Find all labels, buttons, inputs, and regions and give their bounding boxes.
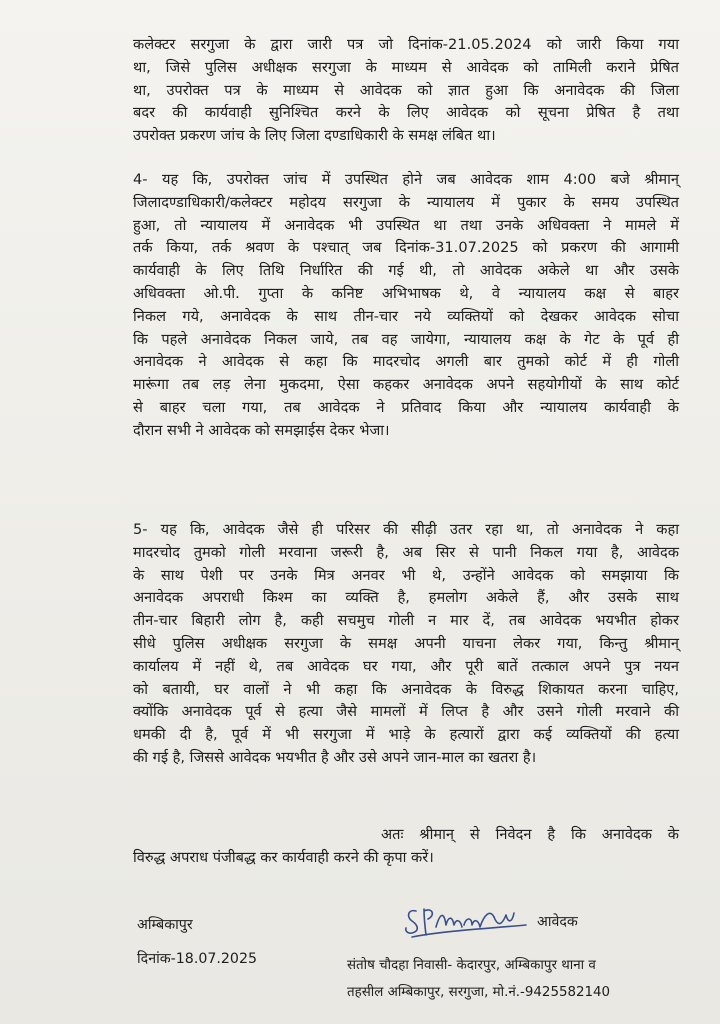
text-line: था, जिसे पुलिस अधीक्षक सरगुजा के माध्यम से आवेदक को तामिली कराने प्रेषित [133,58,679,76]
signature-image [402,897,534,943]
address-text: तहसील अम्बिकापुर, सरगुजा, मो.नं.-9425582140 [347,985,611,1000]
text-line: जिलादण्डाधिकारी/कलेक्टर महोदय सरगुजा के न्यायालय में पुकार के समय उपस्थित [133,193,679,211]
date-text: दिनांक-18.07.2025 [137,951,258,967]
text-line: विरुद्ध अपराध पंजीबद्ध कर कार्यवाही करने की कृपा करें। [133,848,434,866]
text-line: तर्क किया, तर्क श्रवण के पश्चात् जब दिनांक-31.07.2025 को प्रकरण की आगामी [133,239,679,257]
text-line: अधिवक्ता ओ.पी. गुप्ता के कनिष्ट अभिभाषक थे, वे न्यायालय कक्ष से बाहर [133,284,679,302]
text-line: अनावेदक अपराधी किश्म का व्यक्ति है, हमलोग अकेले हैं, और उसके साथ [133,589,679,607]
text-line: अनावेदक ने आवेदक से कहा कि मादरचोद अगली बार तुमको कोर्ट में ही गोली [133,353,679,371]
text-line: धमकी दी है, पूर्व में भी सरगुजा में भाड़े के हत्यारों द्वारा कई व्यक्तियों की हत्या [133,726,679,744]
text-line: बदर की कार्यवाही सुनिश्चित करने के लिए आवेदक को सूचना प्रेषित है तथा [133,104,679,122]
text-line: 4- यह कि, उपरोक्त जांच में उपस्थित होने जब आवेदक शाम 4:00 बजे श्रीमान् [133,171,679,188]
text-line: कलेक्टर सरगुजा के द्वारा जारी पत्र जो दिनांक-21.05.2024 को जारी किया गया [133,36,679,53]
text-line: की गई है, जिससे आवेदक भयभीत है और उसे अपने जान-माल का खतरा है। [133,748,537,766]
text-line: मारूंगा तब लड़ लेना मुकदमा, ऐसा कहकर अनावेदक अपने सहयोगीयों के साथ कोर्ट [133,376,679,394]
text-line: था, उपरोक्त पत्र के माध्यम से आवेदक को ज्ञात हुआ कि अनावेदक की जिला [133,81,679,99]
prayer-paragraph [133,824,679,870]
text-line: कि पहले अनावेदक निकल जाये, तब वह जायेगा, न्यायालय कक्ष के गेट के पूर्व ही [133,330,679,348]
text-line: अतः श्रीमान् से निवेदन है कि अनावेदक के [381,826,679,843]
applicant-address-line [347,982,610,1004]
text-line: कार्यालय में नहीं थे, तब आवेदक घर गया, और पूरी बातें तत्काल अपने पुत्र नयन [133,657,679,675]
text-line: कार्यवाही के लिए तिथि निर्धारित की गई थी, तो आवेदक अकेले था और उसके [133,262,679,280]
text-line: से बाहर चला गया, तब आवेदक ने प्रतिवाद किया और न्यायालय कार्यवाही के [133,398,679,416]
text-line: मादरचोद तुमको गोली मरवाना जरूरी है, अब सिर से पानी निकल गया है, आवेदक [133,543,679,561]
applicant-address-line [347,955,596,977]
text-line: 5- यह कि, आवेदक जैसे ही परिसर की सीढ़ी उतर रहा था, तो अनावेदक ने कहा [133,521,679,538]
place-text: अम्बिकापुर [137,917,193,933]
applicant-label: आवेदक [537,914,578,930]
text-line: निकल गये, अनावेदक के साथ तीन-चार नये व्यक्तियों को देखकर आवेदक सोचा [133,307,679,325]
text-line: तीन-चार बिहारी लोग है, कही सचमुच गोली न मार दें, तब आवेदक भयभीत होकर [133,612,679,630]
text-line: हुआ, तो न्यायालय में अनावेदक भी उपस्थित था तथा उनके अधिवक्ता ने मामले में [133,216,679,234]
paragraph-collector-letter [133,34,679,148]
address-text: संतोष चौदहा निवासी- केदारपुर, अम्बिकापुर थाना व [347,958,596,973]
paragraph-point-4 [133,169,679,443]
paragraph-point-5 [133,519,679,770]
text-line: को बतायी, घर वालों ने भी कहा कि अनावेदक के विरुद्ध शिकायत करना चाहिए, [133,680,679,698]
text-line: क्योंकि अनावेदक पूर्व से हत्या जैसे मामलों में लिप्त है और उसने गोली मरवाने की [133,703,679,721]
text-line: उपरोक्त प्रकरण जांच के लिए जिला दण्डाधिकारी के समक्ष लंबित था। [133,127,496,145]
text-line: के साथ पेशी पर उनके मित्र अनवर भी थे, उन्होंने आवेदक को समझाया कि [133,566,679,584]
text-line: सीधे पुलिस अधीक्षक सरगुजा के समक्ष अपनी याचना लेकर गया, किन्तु श्रीमान् [133,634,679,652]
text-line: दौरान सभी ने आवेदक को समझाईस देकर भेजा। [133,421,390,439]
